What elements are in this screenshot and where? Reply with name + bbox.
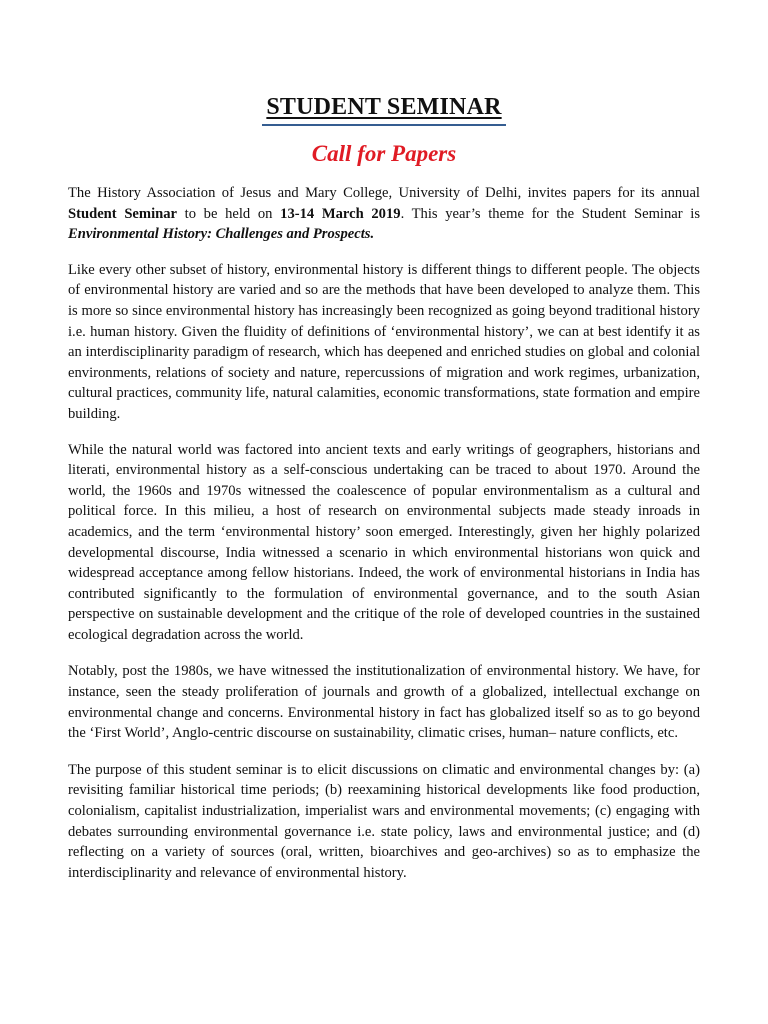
seminar-theme: Environmental History: Challenges and Prospects. [68, 226, 375, 243]
document-page [68, 92, 700, 897]
page-title [68, 92, 700, 122]
body-paragraph-4: The purpose of this student seminar is to elicit discussions on climatic and environmental changes by: (a) revisiting familiar historical time periods; (b) reexamining historical developments like food production, colonialism, capitalist industrialization, imperialist wars and environmental movements; (c) engaging with debates surrounding environmental governance i.e. state policy, laws and environmental justice; and (d) reflecting on a variety of sources (oral, written, bioarchives and geo-archives) so as to emphasize the interdisciplinarity and relevance of environmental history. [68, 761, 700, 881]
body-paragraph-3: Notably, post the 1980s, we have witnessed the institutionalization of environmental history. We have, for instance, seen the steady proliferation of journals and growth of a globalized, intellectual exchange on environmental change and concerns. Environmental history in fact has globalized itself so as to go beyond the ‘First World’, Anglo-centric discourse on sustainability, climatic crises, human– nature conflicts, etc. [68, 663, 700, 742]
body-paragraph-2: While the natural world was factored into ancient texts and early writings of geographers, historians and literati, environmental history as a self-conscious undertaking can be traced to about 1970. Around the world, the 1960s and 1970s witnessed the coalescence of popular environmentalism as a cultural and political force. In this milieu, a host of research on environmental subjects made steady inroads in academics, and the term ‘environmental history’ soon emerged. Interestingly, given her highly polarized developmental discourse, India witnessed a scenario in which environmental historians won quick and widespread acceptance among fellow historians. Indeed, the work of environmental historians in India has contributed significantly to the formulation of environmental governance, and to the south Asian perspective on sustainable development and the critique of the role of developed countries in the sustained ecological degradation across the world. [68, 441, 700, 643]
title-rule [262, 124, 506, 126]
page-subtitle: Call for Papers [311, 141, 457, 166]
seminar-date: 13-14 March 2019 [280, 205, 401, 222]
intro-text-3: . This year’s theme for the Student Seminar is [400, 205, 700, 222]
intro-text-1: The History Association of Jesus and Mary College, University of Delhi, invites papers for its annual [68, 185, 700, 201]
title-text: STUDENT SEMINAR [266, 94, 502, 120]
intro-text-2: to be held on [177, 205, 281, 222]
intro-paragraph [68, 183, 700, 245]
seminar-name: Student Seminar [68, 205, 178, 222]
body-paragraph-1: Like every other subset of history, environmental history is different things to different people. The objects of environmental history are varied and so are the methods that have been developed to analyze them. This is more so since environmental history has increasingly been recognized as going beyond traditional history i.e. human history. Given the fluidity of definitions of ‘environmental history’, we can at best identify it as an interdisciplinarity paradigm of research, which has deepened and enriched studies on global and colonial environments, relations of society and nature, repercussions of migration and work regimes, urbanization, cultural practices, community life, natural calamities, economic transformations, state formation and empire building. [68, 261, 700, 422]
